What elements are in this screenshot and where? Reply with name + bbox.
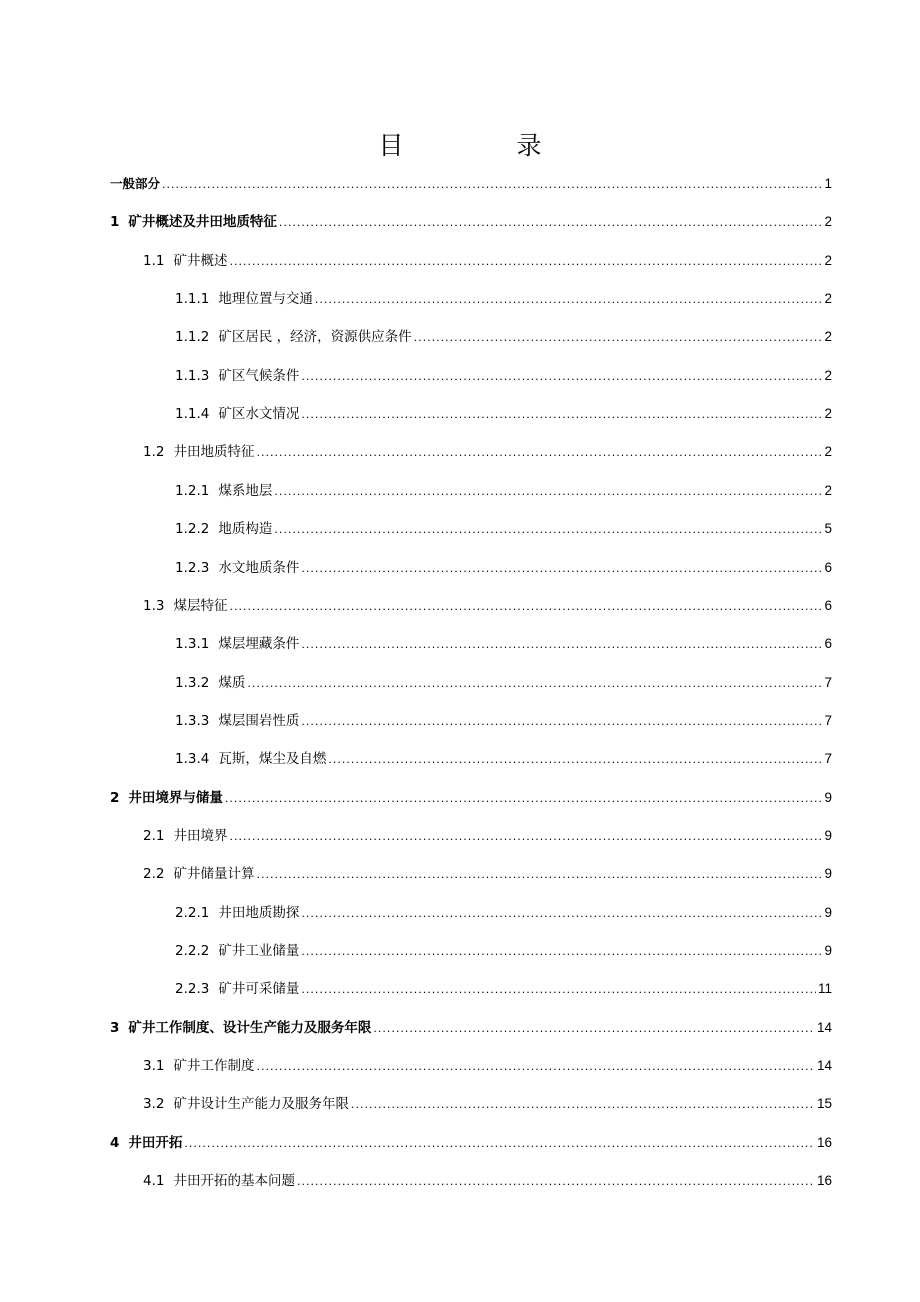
dot-leader — [414, 328, 823, 348]
toc-entry[interactable] — [175, 289, 832, 310]
toc-entry-title: 地理位置与交通 — [218, 291, 313, 308]
toc-entry-number: 3.1 — [143, 1058, 165, 1075]
toc-entry[interactable] — [175, 558, 832, 579]
toc-entry-title: 一般部分 — [110, 176, 161, 191]
toc-entry-page-number: 6 — [824, 636, 832, 652]
dot-leader — [225, 789, 823, 809]
toc-entry-page-number: 9 — [824, 827, 832, 843]
dot-leader — [229, 827, 822, 847]
toc-entry-title: 瓦斯，煤尘及自燃 — [218, 751, 327, 768]
toc-entry-title: 矿区气候条件 — [218, 367, 300, 384]
toc-entry-number: 4.1 — [143, 1173, 165, 1190]
toc-entry[interactable] — [143, 596, 832, 617]
toc-entry[interactable] — [110, 174, 832, 195]
toc-entry-page-number: 7 — [824, 712, 832, 728]
dot-leader — [162, 175, 822, 195]
toc-entry-page-number: 2 — [824, 444, 832, 460]
page-title: 目 录 — [378, 131, 586, 160]
dot-leader — [256, 443, 822, 463]
toc-entry[interactable] — [110, 788, 832, 809]
toc-entry[interactable] — [110, 212, 832, 233]
toc-entry-title: 井田地质特征 — [173, 444, 255, 461]
dot-leader — [301, 942, 822, 962]
toc-entry-title: 矿井设计生产能力及服务年限 — [173, 1096, 349, 1113]
toc-entry[interactable] — [175, 673, 832, 694]
toc-entry-page-number: 16 — [816, 1173, 832, 1189]
toc-entry-title: 煤层围岩性质 — [218, 712, 300, 729]
toc-entry-number: 2.1 — [143, 827, 165, 844]
toc-entry-title: 井田地质勘探 — [218, 904, 300, 921]
toc-entry-number: 4 — [110, 1134, 120, 1151]
toc-entry[interactable] — [175, 941, 832, 962]
toc-entry-page-number: 2 — [824, 291, 832, 307]
toc-entry-page-number: 6 — [824, 559, 832, 575]
toc-entry-page-number: 1 — [824, 176, 832, 191]
toc-entry[interactable] — [143, 1171, 832, 1192]
toc-entry-number: 1.1.3 — [175, 367, 210, 384]
toc-entry-title: 井田境界与储量 — [128, 789, 223, 806]
dot-leader — [301, 904, 822, 924]
dot-leader — [274, 482, 822, 502]
dot-leader — [301, 559, 822, 579]
toc-entry-page-number: 2 — [824, 367, 832, 383]
dot-leader — [315, 290, 823, 310]
dot-leader — [328, 750, 822, 770]
toc-entry-title: 井田开拓 — [128, 1134, 183, 1151]
toc-entry-number: 1.2.3 — [175, 559, 210, 576]
toc-entry[interactable] — [175, 404, 832, 425]
toc-entry-page-number: 14 — [816, 1019, 832, 1035]
toc-entry-page-number: 9 — [824, 866, 832, 882]
toc-entry-page-number: 5 — [824, 521, 832, 537]
toc-entry-number: 1.3.4 — [175, 751, 210, 768]
toc-entry-page-number: 14 — [816, 1058, 832, 1074]
dot-leader — [301, 635, 822, 655]
toc-entry-title: 矿井工业储量 — [218, 943, 300, 959]
toc-entry-title: 矿井概述及井田地质特征 — [128, 214, 277, 231]
toc-entry-page-number: 2 — [824, 329, 832, 345]
toc-entry[interactable] — [110, 1133, 832, 1154]
toc-entry-title: 地质构造 — [218, 521, 273, 538]
toc-entry-title: 矿井可采储量 — [218, 981, 300, 998]
toc-entry[interactable] — [143, 251, 832, 272]
toc-entry-number: 1.2.1 — [175, 482, 210, 499]
toc-entry[interactable] — [175, 481, 832, 502]
toc-entry-number: 1.3.2 — [175, 674, 210, 691]
toc-entry[interactable] — [143, 1094, 832, 1115]
dot-leader — [229, 597, 822, 617]
dot-leader — [373, 1019, 815, 1039]
toc-entry-page-number: 2 — [824, 482, 832, 498]
toc-entry-number: 2.2.3 — [175, 981, 210, 998]
toc-entry-number: 1 — [110, 214, 120, 231]
dot-leader — [274, 520, 822, 540]
toc-entry[interactable] — [175, 519, 832, 540]
toc-entry-title: 矿井工作制度 — [173, 1058, 255, 1075]
toc-entry-title: 矿井工作制度、设计生产能力及服务年限 — [128, 1019, 372, 1036]
toc-entry[interactable] — [175, 327, 832, 348]
toc-entry[interactable] — [175, 366, 832, 387]
toc-entry-title: 矿区水文情况 — [218, 406, 300, 423]
toc-entry-page-number: 9 — [824, 943, 832, 958]
toc-entry-page-number: 15 — [816, 1096, 832, 1112]
dot-leader — [279, 213, 823, 233]
toc-entry-number: 1.2 — [143, 444, 165, 461]
toc-entry-number: 1.2.2 — [175, 521, 210, 538]
toc-entry-page-number: 2 — [824, 252, 832, 268]
toc-entry[interactable] — [143, 1056, 832, 1077]
dot-leader — [247, 674, 822, 694]
toc-entry-number: 2.2 — [143, 866, 165, 883]
toc-entry-title: 煤质 — [218, 674, 246, 691]
toc-entry[interactable] — [143, 864, 832, 885]
toc-entry-number: 2.2.2 — [175, 943, 210, 959]
toc-entry-title: 矿区居民 ，经济，资源供应条件 — [218, 329, 412, 346]
toc-entry-title: 矿井储量计算 — [173, 866, 255, 883]
toc-entry[interactable] — [175, 749, 832, 770]
toc-entry[interactable] — [175, 634, 832, 655]
toc-entry-number: 1.1 — [143, 252, 165, 269]
toc-entry-title: 煤层埋藏条件 — [218, 636, 300, 653]
toc-entry-page-number: 11 — [817, 981, 832, 997]
toc-entry[interactable] — [175, 711, 832, 732]
toc-entry-number: 3 — [110, 1019, 120, 1036]
toc-entry[interactable] — [175, 903, 832, 924]
dot-leader — [301, 712, 822, 732]
toc-entry-page-number: 16 — [816, 1134, 832, 1150]
toc-entry-title: 矿井概述 — [173, 252, 228, 269]
toc-entry-number: 1.1.2 — [175, 329, 210, 346]
dot-leader — [297, 1172, 815, 1192]
toc-entry[interactable] — [110, 1018, 832, 1039]
toc-entry[interactable] — [143, 826, 832, 847]
toc-entry[interactable] — [175, 979, 832, 1000]
dot-leader — [301, 980, 816, 1000]
toc-entry-number: 1.3.1 — [175, 636, 210, 653]
dot-leader — [351, 1095, 815, 1115]
toc-entry-page-number: 9 — [824, 904, 832, 920]
toc-entry-number: 1.3 — [143, 597, 165, 614]
dot-leader — [256, 865, 822, 885]
toc-entry-page-number: 2 — [824, 214, 832, 230]
toc-entry-page-number: 7 — [824, 751, 832, 767]
dot-leader — [301, 367, 822, 387]
toc-entry-page-number: 9 — [824, 789, 832, 805]
dot-leader — [256, 1057, 814, 1077]
toc-entry-number: 1.1.4 — [175, 406, 210, 423]
dot-leader — [184, 1134, 815, 1154]
toc-entry-title: 水文地质条件 — [218, 559, 300, 576]
dot-leader — [229, 252, 822, 272]
toc-entry-number: 2.2.1 — [175, 904, 210, 921]
toc-entry-number: 1.3.3 — [175, 712, 210, 729]
toc-entry-number: 1.1.1 — [175, 291, 210, 308]
toc-entry-page-number: 2 — [824, 406, 832, 422]
dot-leader — [301, 405, 822, 425]
toc-entry[interactable] — [143, 442, 832, 463]
toc-entry-page-number: 6 — [824, 597, 832, 613]
toc-entry-title: 煤层特征 — [173, 597, 228, 614]
toc-entry-title: 煤系地层 — [218, 482, 273, 499]
toc-entry-number: 3.2 — [143, 1096, 165, 1113]
toc-entry-title: 井田境界 — [173, 827, 228, 844]
toc-entry-page-number: 7 — [824, 674, 832, 690]
toc-entry-number: 2 — [110, 789, 120, 806]
toc-entry-title: 井田开拓的基本问题 — [173, 1173, 295, 1190]
